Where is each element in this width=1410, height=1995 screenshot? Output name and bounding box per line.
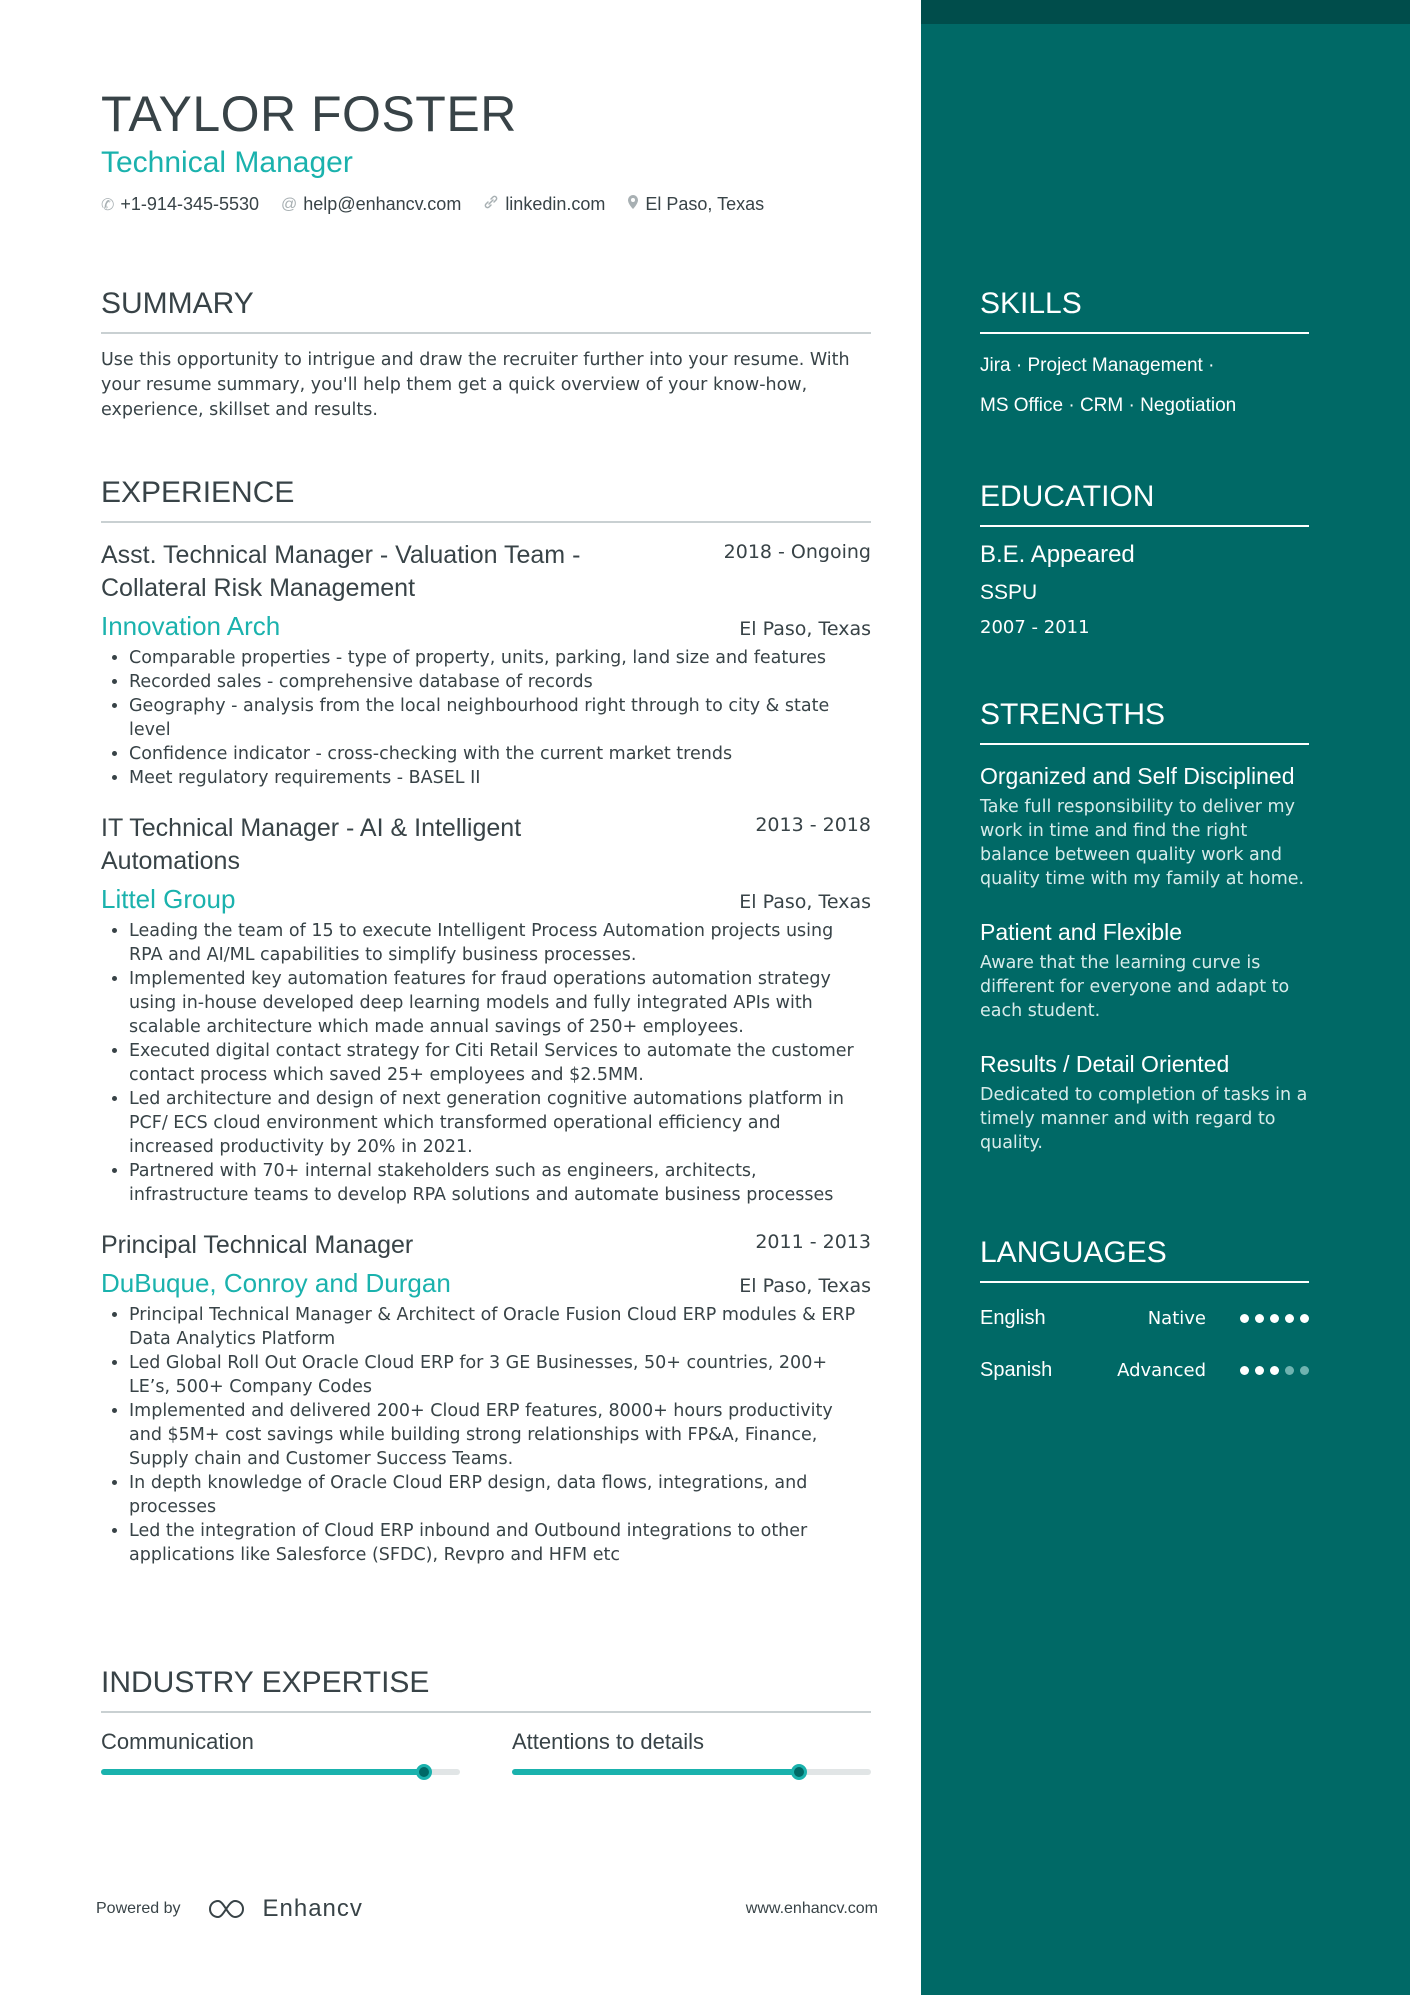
footer [96,1895,878,1923]
link-icon [483,194,499,215]
expertise-bar-knob [791,1764,807,1780]
job-bullets [101,646,871,790]
language-dot-filled [1270,1366,1279,1375]
job-location: El Paso, Texas [739,1275,871,1297]
experience-heading: EXPERIENCE [101,475,871,523]
contact-email[interactable] [281,194,461,215]
summary-heading: SUMMARY [101,286,871,334]
expertise-label: Attentions to details [512,1729,705,1754]
job-entry [101,1229,871,1567]
language-dots [1240,1314,1309,1323]
candidate-name: TAYLOR FOSTER [101,86,517,142]
strength-item [980,917,1309,1023]
job-company: Innovation Arch [101,611,281,641]
language-level: Native [1147,1307,1206,1329]
expertise-item [101,1729,460,1775]
language-dot-empty [1285,1366,1294,1375]
job-bullet: • Partnered with 70+ internal stakeholders such as engineers, architects, infrastructure teams to develop RPA solutions and automate business processes [129,1159,871,1207]
language-row [980,1351,1309,1389]
language-dot-filled [1255,1314,1264,1323]
job-title: Principal Technical Manager [101,1231,414,1259]
strength-title: Organized and Self Disciplined [980,763,1295,789]
expertise-bar-fill [512,1769,799,1775]
location-icon [627,194,639,215]
language-dot-filled [1240,1314,1249,1323]
language-row [980,1299,1309,1337]
candidate-title: Technical Manager [101,146,353,179]
expertise-bar [101,1769,460,1775]
job-dates: 2011 - 2013 [755,1231,871,1253]
contact-list [101,194,871,215]
contact-location [627,194,764,215]
contact-phone[interactable] [101,194,259,215]
job-bullet: • Implemented key automation features for fraud operations automation strategy using in-house developed deep learning models and fully integrated APIs with scalable architecture which made annual savings of 250+ employees. [129,967,871,1039]
strengths-heading: STRENGTHS [980,697,1309,745]
job-bullet: • In depth knowledge of Oracle Cloud ERP design, data flows, integrations, and processes [129,1471,871,1519]
at-icon: @ [281,195,298,213]
skills-heading: SKILLS [980,286,1309,334]
experience-section [101,475,871,1567]
language-dot-empty [1300,1366,1309,1375]
job-bullet: • Executed digital contact strategy for Citi Retail Services to automate the customer contact process which saved 25+ employees and $2.5MM. [129,1039,871,1087]
strength-title: Results / Detail Oriented [980,1051,1230,1077]
expertise-bar-fill [101,1769,424,1775]
job-company: Littel Group [101,884,236,914]
brand-name: Enhancv [262,1895,363,1922]
strength-desc: Take full responsibility to deliver my work in time and find the right balance between quality work and quality time with my family at home. [980,797,1305,889]
enhancv-logo-icon [207,1898,253,1920]
job-bullet: • Meet regulatory requirements - BASEL II [129,766,871,790]
education-school: SSPU [980,581,1038,604]
strength-desc: Aware that the learning curve is different for everyone and adapt to each student. [980,953,1290,1021]
job-dates: 2018 - Ongoing [723,541,871,563]
job-bullet: • Led Global Roll Out Oracle Cloud ERP for 3 GE Businesses, 50+ countries, 200+ LE’s, 500+ Company Codes [129,1351,871,1399]
job-bullet: • Comparable properties - type of property, units, parking, land size and features [129,646,871,670]
job-dates: 2013 - 2018 [755,814,871,836]
job-bullet: • Geography - analysis from the local neighbourhood right through to city & state level [129,694,871,742]
job-bullet: • Recorded sales - comprehensive database of records [129,670,871,694]
expertise-heading: INDUSTRY EXPERTISE [101,1665,871,1713]
resume-header [101,86,871,215]
language-name: English [980,1306,1046,1329]
job-bullet: • Led the integration of Cloud ERP inbound and Outbound integrations to other applications like Salesforce (SFDC), Revpro and HFM etc [129,1519,871,1567]
strengths-section [980,697,1309,1155]
job-location: El Paso, Texas [739,891,871,913]
job-location: El Paso, Texas [739,618,871,640]
language-dots [1240,1366,1309,1375]
language-level: Advanced [1117,1359,1206,1381]
language-dot-filled [1300,1314,1309,1323]
footer-site-link[interactable]: www.enhancv.com [745,1900,878,1917]
sidebar-top-strip [921,0,1410,24]
brand-logo[interactable] [207,1895,363,1923]
expertise-item [512,1729,871,1775]
strength-title: Patient and Flexible [980,919,1183,945]
phone-icon: ✆ [101,196,115,214]
job-bullet: • Leading the team of 15 to execute Intelligent Process Automation projects using RPA and AI/ML capabilities to simplify business processes. [129,919,871,967]
expertise-section [101,1665,871,1775]
strength-item [980,761,1309,891]
job-bullets [101,919,871,1207]
job-bullet: • Confidence indicator - cross-checking with the current market trends [129,742,871,766]
education-years: 2007 - 2011 [980,617,1090,638]
skills-line: Jira · Project Management · [980,355,1215,376]
job-bullet: • Principal Technical Manager & Architect of Oracle Fusion Cloud ERP modules & ERP Data Analytics Platform [129,1303,871,1351]
language-dot-filled [1285,1314,1294,1323]
language-dot-filled [1240,1366,1249,1375]
skills-list [980,346,1309,426]
contact-email-text: help@enhancv.com [303,194,462,214]
powered-by [96,1895,363,1923]
contact-linkedin-text: linkedin.com [505,194,606,214]
languages-section [980,1235,1309,1389]
expertise-bar [512,1769,871,1775]
contact-location-text: El Paso, Texas [645,194,765,214]
contact-linkedin[interactable] [483,194,605,215]
job-bullet: • Implemented and delivered 200+ Cloud ERP features, 8000+ hours productivity and $5M+ cost savings while building strong relationships with FP&A, Finance, Supply chain and Customer Success Teams. [129,1399,871,1471]
education-heading: EDUCATION [980,479,1309,527]
job-entry [101,539,871,790]
job-bullet: • Led architecture and design of next generation cognitive automations platform in PCF/ ECS cloud environment which transformed operational efficiency and increased productivity by 20% in 2021. [129,1087,871,1159]
summary-text: Use this opportunity to intrigue and draw the recruiter further into your resume. With your resume summary, you'll help them get a quick overview of your know-how, experience, skillset and results. [101,350,850,420]
summary-section [101,286,871,423]
language-dot-filled [1255,1366,1264,1375]
skills-line: MS Office · CRM · Negotiation [980,395,1237,416]
job-title: Asst. Technical Manager - Valuation Team - Collateral Risk Management [101,541,581,602]
job-company: DuBuque, Conroy and Durgan [101,1268,451,1298]
skills-section [980,286,1309,426]
powered-by-label: Powered by [96,1900,181,1917]
expertise-label: Communication [101,1729,254,1754]
job-entry [101,812,871,1207]
strength-item [980,1049,1309,1155]
education-degree: B.E. Appeared [980,541,1135,568]
job-title: IT Technical Manager - AI & Intelligent Automations [101,814,522,875]
education-section [980,479,1309,638]
expertise-bar-knob [416,1764,432,1780]
strength-desc: Dedicated to completion of tasks in a timely manner and with regard to quality. [980,1085,1308,1153]
contact-phone-text: +1-914-345-5530 [120,194,260,214]
languages-heading: LANGUAGES [980,1235,1309,1283]
language-dot-filled [1270,1314,1279,1323]
language-name: Spanish [980,1358,1053,1381]
job-bullets [101,1303,871,1567]
